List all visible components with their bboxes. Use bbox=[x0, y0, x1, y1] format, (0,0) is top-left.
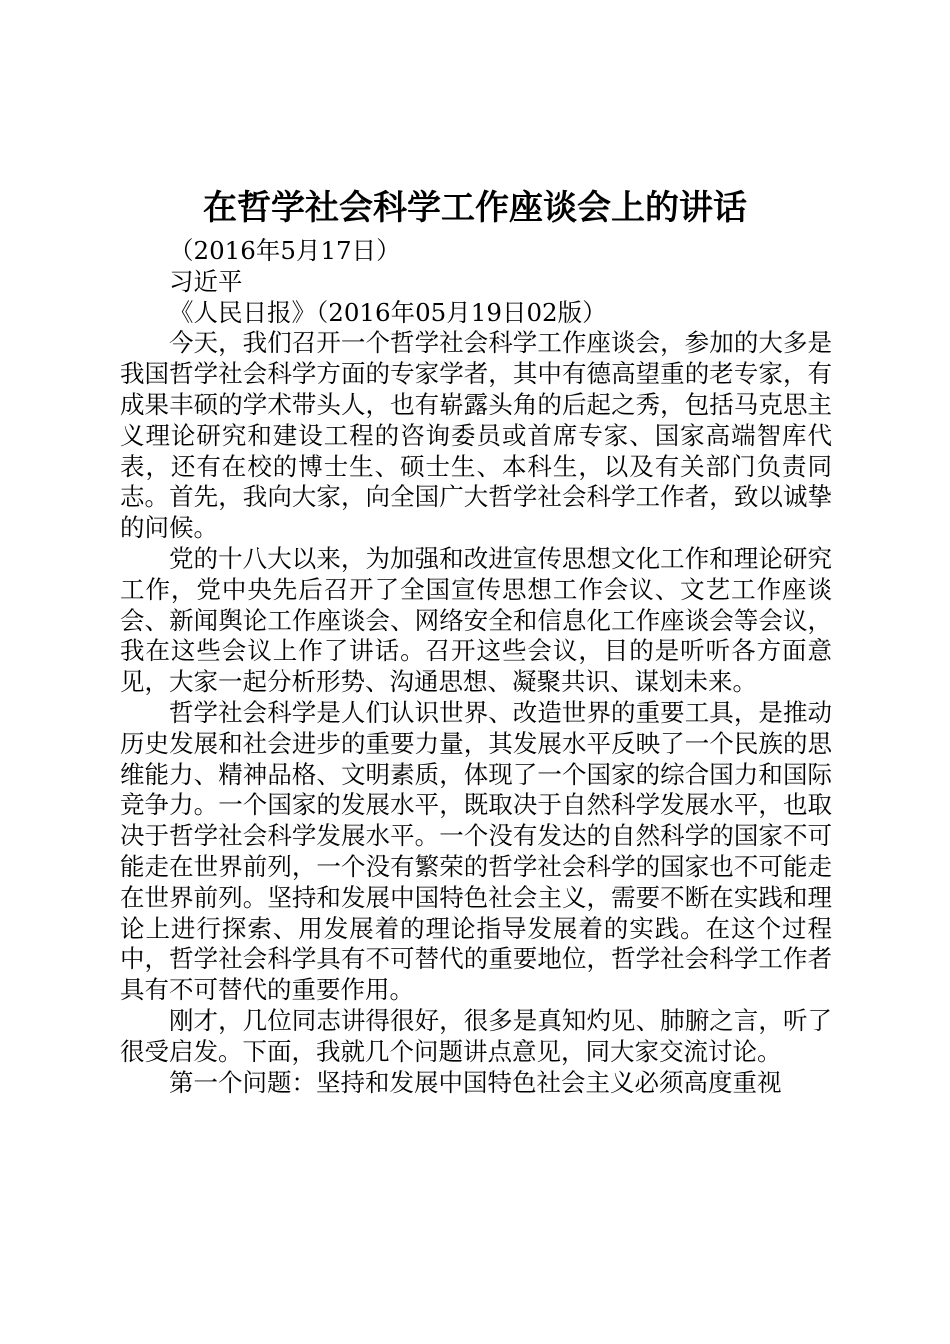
paragraph: 党的十八大以来，为加强和改进宣传思想文化工作和理论研究工作，党中央先后召开了全国宣传思想工作会议、文艺工作座谈会、新闻舆论工作座谈会、网络安全和信息化工作座谈会等会议，我在这些会议上作了讲话。召开这些会议，目的是听听各方面意见，大家一起分析形势、沟通思想、凝聚共识、谋划未来。 bbox=[120, 543, 832, 697]
document-body bbox=[120, 236, 832, 1098]
paragraph: 刚才，几位同志讲得很好，很多是真知灼见、肺腑之言，听了很受启发。下面，我就几个问题讲点意见，同大家交流讨论。 bbox=[120, 1005, 832, 1066]
paragraph: 哲学社会科学是人们认识世界、改造世界的重要工具，是推动历史发展和社会进步的重要力量，其发展水平反映了一个民族的思维能力、精神品格、文明素质，体现了一个国家的综合国力和国际竞争力。一个国家的发展水平，既取决于自然科学发展水平，也取决于哲学社会科学发展水平。一个没有发达的自然科学的国家不可能走在世界前列，一个没有繁荣的哲学社会科学的国家也不可能走在世界前列。坚持和发展中国特色社会主义，需要不断在实践和理论上进行探索、用发展着的理论指导发展着的实践。在这个过程中，哲学社会科学具有不可替代的重要地位，哲学社会科学工作者具有不可替代的重要作用。 bbox=[120, 697, 832, 1005]
date-line: （2016年5月17日） bbox=[169, 236, 401, 265]
author-line: 习近平 bbox=[169, 266, 243, 296]
paragraph: 今天，我们召开一个哲学社会科学工作座谈会，参加的大多是我国哲学社会科学方面的专家学者，其中有德高望重的老专家，有成果丰硕的学术带头人，也有崭露头角的后起之秀，包括马克思主义理论研究和建设工程的咨询委员或首席专家、国家高端智库代表，还有在校的博士生、硕士生、本科生，以及有关部门负责同志。首先，我向大家，向全国广大哲学社会科学工作者，致以诚挚的问候。 bbox=[120, 328, 832, 543]
source-line: 《人民日报》（2016年05月19日02版） bbox=[169, 297, 607, 327]
paragraph: 第一个问题：坚持和发展中国特色社会主义必须高度重视 bbox=[169, 1067, 782, 1097]
document-title: 在哲学社会科学工作座谈会上的讲话 bbox=[203, 188, 747, 228]
